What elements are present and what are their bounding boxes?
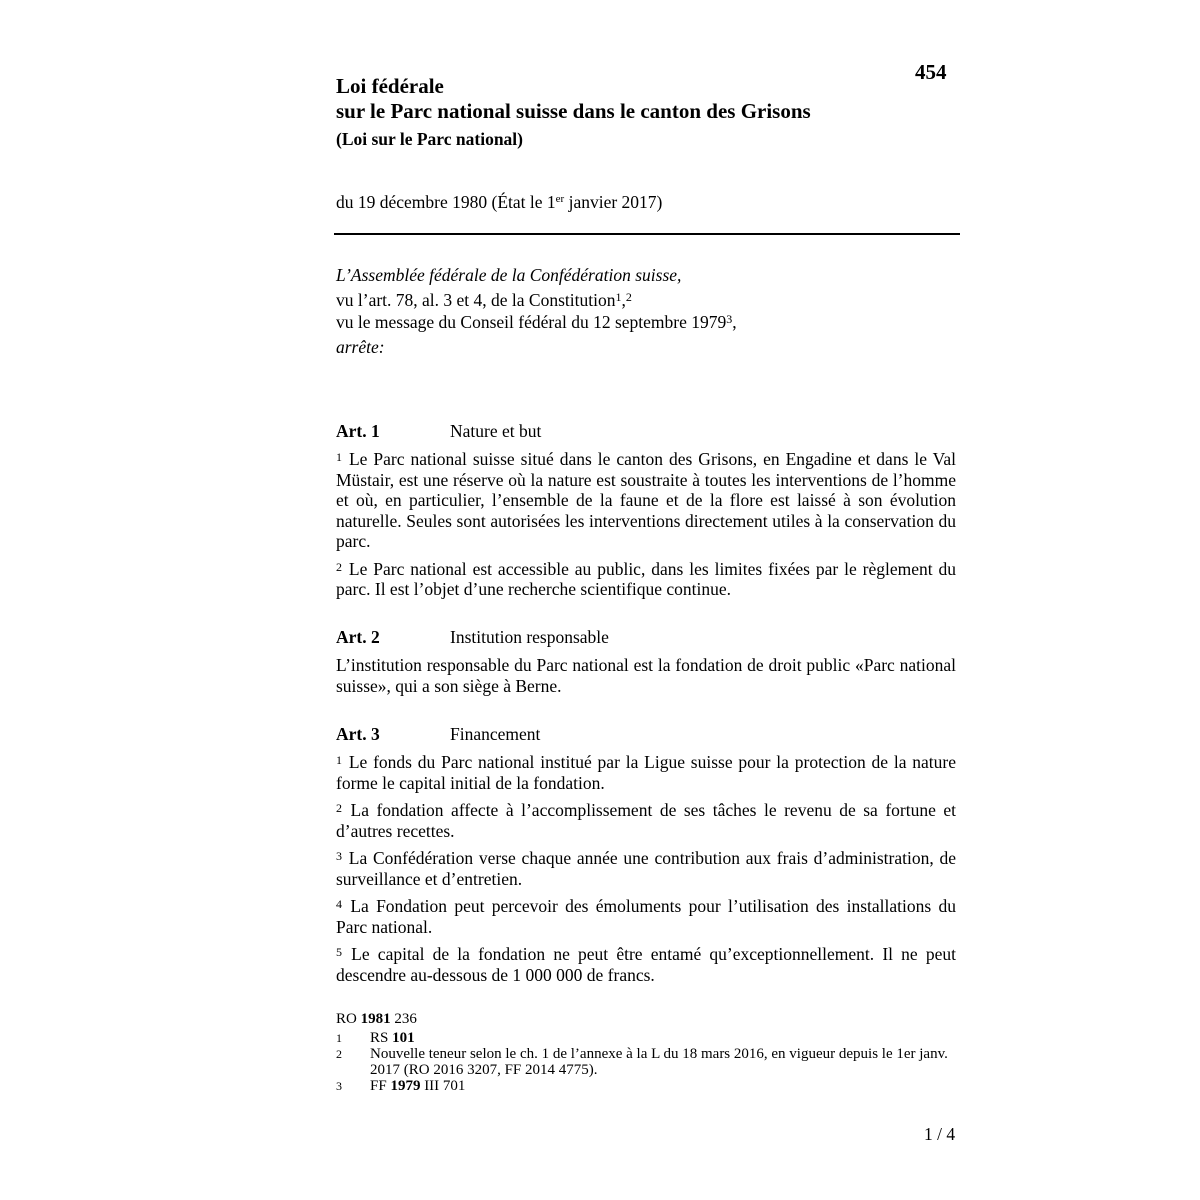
article-title: Institution responsable — [450, 627, 609, 647]
preamble-decree: arrête: — [336, 337, 385, 357]
paragraph: $^4$ La Fondation peut percevoir des émoluments pour l’utilisation des installations du Parc national. — [336, 896, 956, 937]
preamble — [336, 264, 956, 358]
preamble-message-line: vu le message du Conseil fédéral du 12 septembre 1979$^3$, — [336, 312, 737, 332]
article-2 — [336, 627, 956, 703]
footnote-ref-3[interactable]: 3 — [726, 312, 733, 326]
article-number: Art. 2 — [336, 627, 380, 647]
law-title — [336, 74, 936, 124]
article-number: Art. 3 — [336, 724, 380, 744]
article-heading — [336, 724, 956, 744]
title-line-1: Loi fédérale — [336, 74, 444, 98]
page-number: 1 / 4 — [924, 1124, 956, 1144]
footnote-ref-2[interactable]: 2 — [625, 290, 632, 304]
preamble-authority: L’Assemblée fédérale de la Confédération suisse, — [336, 265, 682, 285]
paragraph: $^2$ Le Parc national est accessible au public, dans les limites fixées par le règlement du parc. Il est l’objet d’une recherche scientifique continue. — [336, 558, 957, 599]
ro-reference: RO 1981 236 — [336, 1011, 417, 1027]
date-suffix: janvier 2017) — [564, 192, 663, 212]
article-title: Financement — [450, 724, 541, 744]
date-superscript: er — [555, 193, 565, 205]
sr-number: 454 — [915, 60, 947, 84]
footnote-number: 2 — [336, 1047, 342, 1061]
article-1 — [336, 421, 956, 607]
article-title: Nature et but — [450, 421, 542, 441]
paragraph: $^2$ La fondation affecte à l’accomplissement de ses tâches le revenu de sa fortune et d’autres recettes. — [336, 800, 957, 841]
footnote-number: 3 — [336, 1079, 342, 1093]
short-title: (Loi sur le Parc national) — [336, 129, 523, 149]
date-prefix: du 19 décembre 1980 (État le 1 — [336, 192, 556, 212]
footnote-number: 1 — [336, 1031, 342, 1045]
footnote-2: 2 Nouvelle teneur selon le ch. 1 de l’annexe à la L du 18 mars 2016, en vigueur depuis le 1er janv. 2017 (RO 2016 3207, FF 2014 4775). — [336, 1046, 948, 1078]
preamble-constitution-line: vu l’art. 78, al. 3 et 4, de la Constitution$^1$,$^2$ — [336, 290, 632, 310]
article-number: Art. 1 — [336, 421, 380, 441]
title-line-2: sur le Parc national suisse dans le canton des Grisons — [336, 99, 811, 123]
paragraph: $^1$ Le fonds du Parc national institué par la Ligue suisse pour la protection de la nature forme le capital initial de la fondation. — [336, 752, 957, 793]
article-heading — [336, 421, 956, 441]
footnote-3: 3 FF 1979 III 701 — [336, 1078, 466, 1094]
footnotes — [336, 1011, 956, 1094]
paragraph: L’institution responsable du Parc national est la fondation de droit public «Parc national suisse», qui a son siège à Berne. — [336, 655, 956, 696]
footnote-ref-1[interactable]: 1 — [615, 290, 622, 304]
paragraph: $^1$ Le Parc national suisse situé dans le canton des Grisons, en Engadine et dans le Val Müstair, est une réserve où la nature est soustraite à toutes les interventions de l’homme et où, en particulier, l’ensemble de la faune et de la flore est laissé à son évolution naturelle. Seules sont autorisées les interventions directement utiles à la conservation du parc. — [336, 449, 956, 551]
date-line — [336, 192, 662, 213]
footnote-1: 1 RS 101 — [336, 1030, 415, 1046]
article-heading — [336, 627, 956, 647]
article-3 — [336, 724, 956, 992]
header-divider — [334, 233, 960, 235]
paragraph: $^3$ La Confédération verse chaque année une contribution aux frais d’administration, de surveillance et d’entretien. — [336, 848, 956, 889]
paragraph: $^5$ Le capital de la fondation ne peut être entamé qu’exceptionnellement. Il ne peut descendre au-dessous de 1 000 000 de francs. — [336, 944, 956, 985]
